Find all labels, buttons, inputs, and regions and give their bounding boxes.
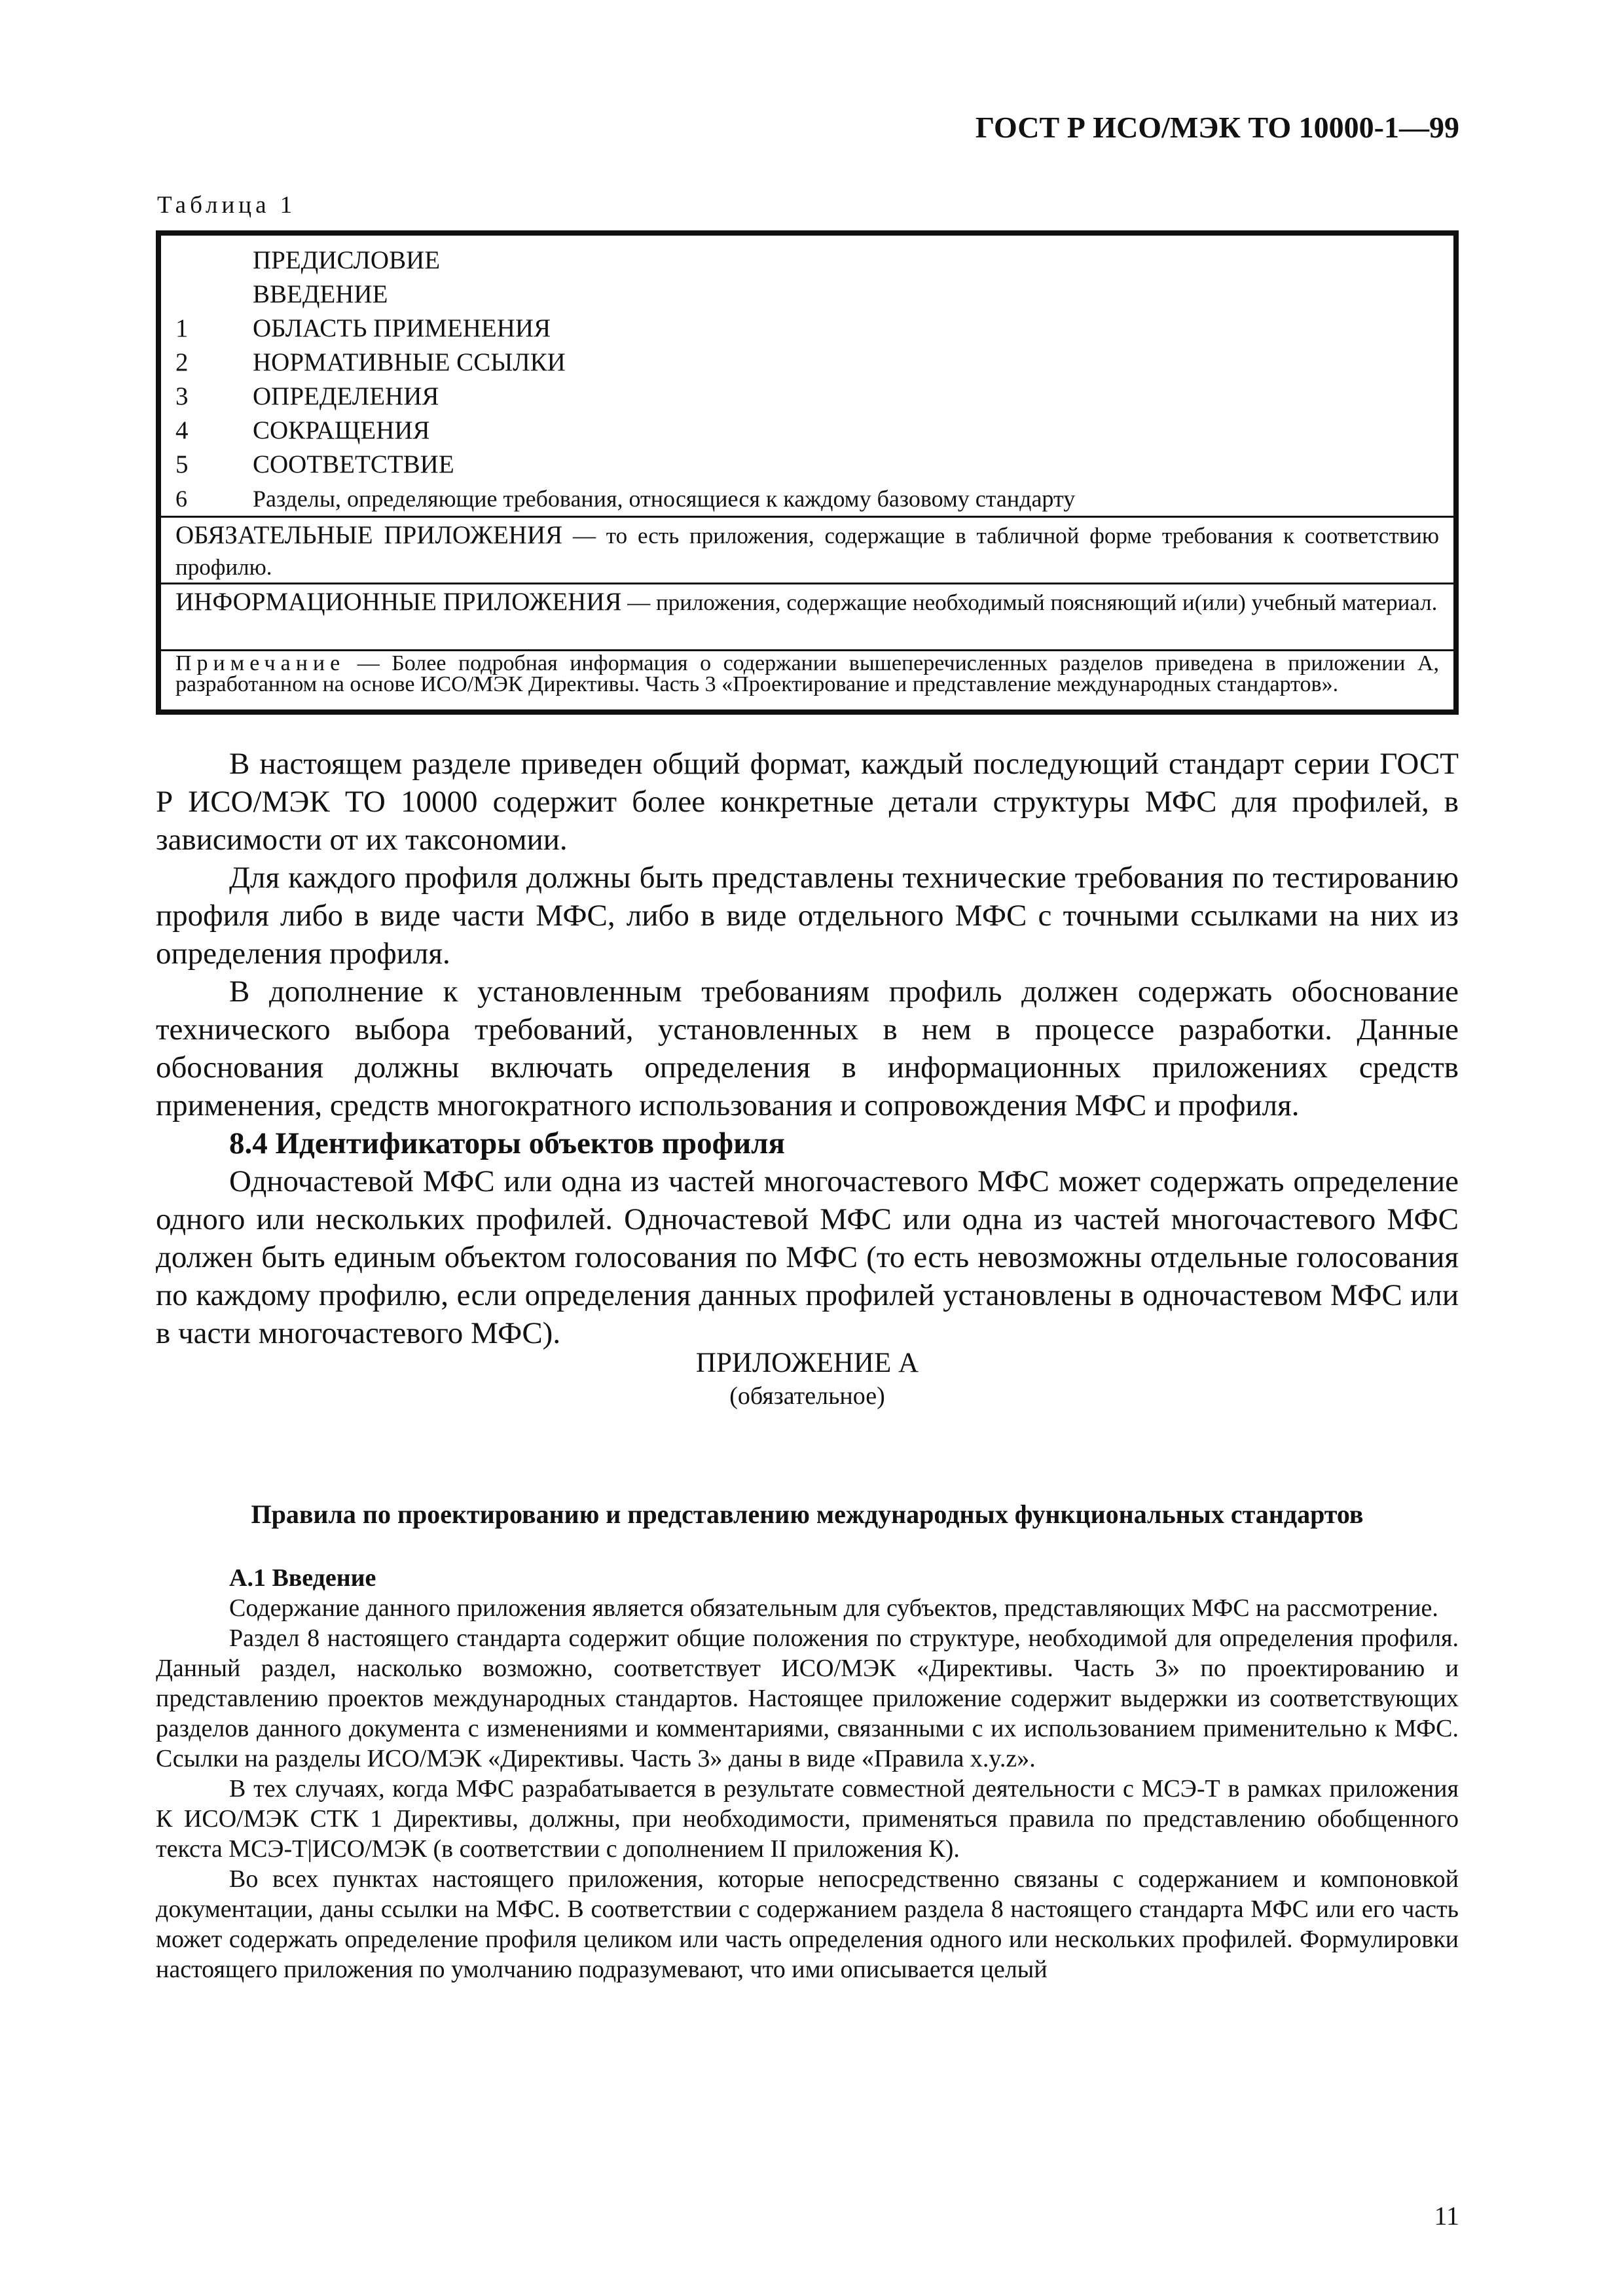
table-row: 5 СООТВЕТСТВИЕ — [175, 450, 454, 478]
page-number: 11 — [1434, 2201, 1459, 2231]
contents-table — [156, 230, 1459, 715]
table-row: 6 Разделы, определяющие требования, относящиеся к каждому базовому стандарту — [175, 486, 1076, 512]
mandatory-annexes-entry: ОБЯЗАТЕЛЬНЫЕ ПРИЛОЖЕНИЯ — то есть приложения, содержащие в табличной форме требования к соответствию профилю. — [175, 521, 1439, 580]
subsection-heading-a1: А.1 Введение — [229, 1564, 376, 1592]
paragraph: Во всех пунктах настоящего приложения, которые непосредственно связаны с содержанием и компоновкой документации, даны ссылки на МФС. В соответствии с содержанием раздела 8 настоящего стандарта МФС или его часть может содержать определение профиля целиком или часть определения одного или нескольких профилей. Формулировки настоящего приложения по умолчанию подразумевают, что ими описывается целый — [156, 1865, 1459, 1983]
table-note: Примечание — Более подробная информация о содержании вышеперечисленных разделов приведена в приложении А, разработанном на основе ИСО/МЭК Директивы. Часть 3 «Проектирование и представление международных стандартов». — [175, 651, 1439, 696]
paragraph: Одночастевой МФС или одна из частей многочастевого МФС может содержать определение одного или нескольких профилей. Одночастевой МФС или одна из частей многочастевого МФС должен быть единым объектом голосования по МФС (то есть невозможны отдельные голосования по каждому профилю, если определения данных профилей установлены в одночастевом МФС или в части многочастевого МФС). — [156, 1164, 1459, 1350]
annex-body-text — [156, 1563, 1459, 1984]
annex-heading: Правила по проектированию и представлению международных функциональных стандартов — [251, 1499, 1364, 1529]
table-row: ПРЕДИСЛОВИЕ — [253, 246, 441, 274]
table-divider — [161, 583, 1453, 584]
informative-annexes-entry: ИНФОРМАЦИОННЫЕ ПРИЛОЖЕНИЯ — приложения, содержащие необходимый поясняющий и(или) учебный материал. — [175, 588, 1438, 616]
section-heading-8-4: 8.4 Идентификаторы объектов профиля — [229, 1126, 785, 1160]
table-row: 1 ОБЛАСТЬ ПРИМЕНЕНИЯ — [175, 314, 551, 342]
paragraph: В дополнение к установленным требованиям профиль должен содержать обоснование технического выбора требований, установленных в нем в процессе разработки. Данные обоснования должны включать определения в информационных приложениях средств применения, средств многократного использования и сопровождения МФС и профиля. — [156, 975, 1459, 1122]
table-row: ВВЕДЕНИЕ — [253, 280, 388, 308]
section-body-text — [156, 745, 1459, 1352]
table-row: 2 НОРМАТИВНЫЕ ССЫЛКИ — [175, 348, 566, 376]
paragraph: Содержание данного приложения является обязательным для субъектов, представляющих МФС на рассмотрение. — [229, 1594, 1438, 1622]
table-row: 4 СОКРАЩЕНИЯ — [175, 416, 430, 444]
paragraph: В тех случаях, когда МФС разрабатывается в результате совместной деятельности с МСЭ-Т в рамках приложения К ИСО/МЭК СТК 1 Директивы, должны, при необходимости, применяться правила по представлению обобщенного текста МСЭ-Т|ИСО/МЭК (в соответствии с дополнением II приложения К). — [156, 1775, 1459, 1863]
table-caption: Таблица 1 — [157, 192, 297, 219]
table-row: 3 ОПРЕДЕЛЕНИЯ — [175, 382, 439, 410]
document-code-header: ГОСТ Р ИСО/МЭК ТО 10000-1—99 — [975, 111, 1459, 144]
table-divider — [161, 516, 1453, 518]
paragraph: В настоящем разделе приведен общий формат, каждый последующий стандарт серии ГОСТ Р ИСО/МЭК ТО 10000 содержит более конкретные детали структуры МФС для профилей, в зависимости от их таксономии. — [156, 747, 1459, 857]
paragraph: Раздел 8 настоящего стандарта содержит общие положения по структуре, необходимой для определения профиля. Данный раздел, насколько возможно, соответствует ИСО/МЭК «Директивы. Часть 3» по проектированию и представлению проектов международных стандартов. Настоящее приложение содержит выдержки из соответствующих разделов данного документа с изменениями и комментариями, связанными с их использованием применительно к МФС. Ссылки на разделы ИСО/МЭК «Директивы. Часть 3» даны в виде «Правила x.y.z». — [156, 1624, 1459, 1772]
paragraph: Для каждого профиля должны быть представлены технические требования по тестированию профиля либо в виде части МФС, либо в виде отдельного МФС с точными ссылками на них из определения профиля. — [156, 861, 1459, 971]
annex-status: (обязательное) — [729, 1382, 885, 1410]
annex-title: ПРИЛОЖЕНИЕ А — [695, 1348, 919, 1378]
